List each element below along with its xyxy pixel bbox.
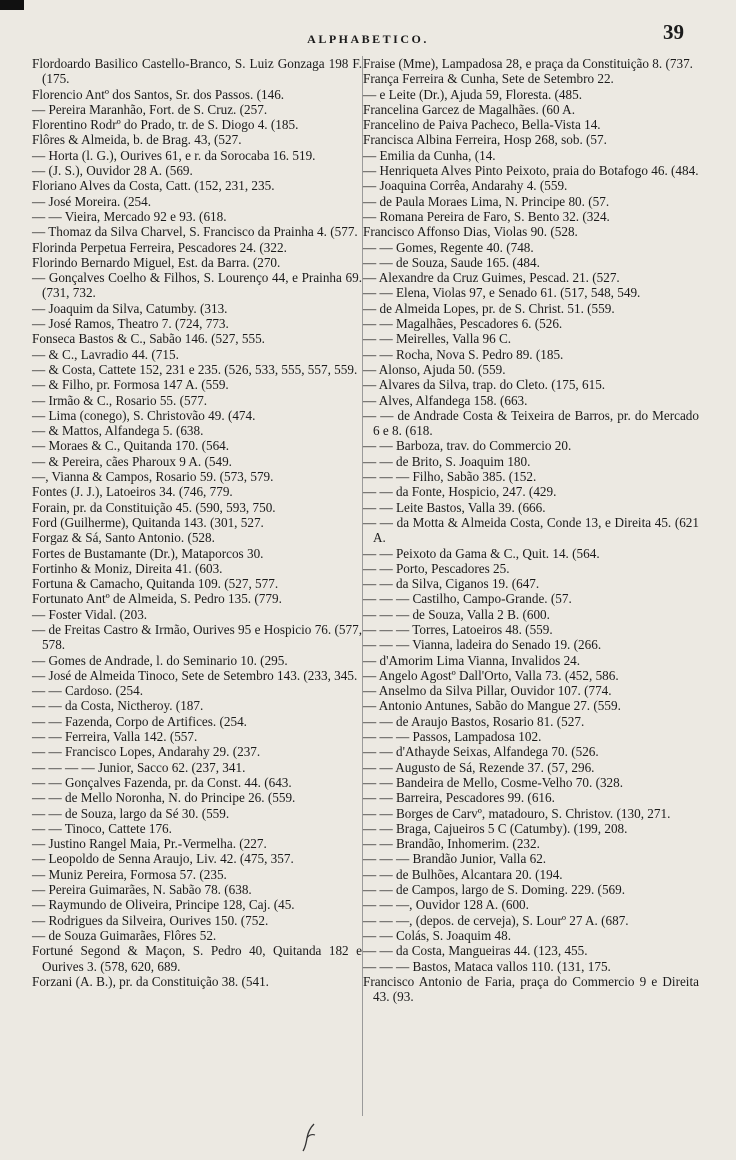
- directory-entry: — José Ramos, Theatro 7. (724, 773.: [32, 316, 229, 332]
- directory-entry: — — Francisco Lopes, Andarahy 29. (237.: [32, 744, 261, 760]
- left-column: [32, 56, 362, 989]
- directory-entry: Francelina Garcez de Magalhães. (60 A.: [363, 101, 576, 117]
- directory-entry: Fortes de Bustamante (Dr.), Mataporcos 30.: [32, 545, 264, 561]
- directory-entry: — Muniz Pereira, Formosa 57. (235.: [32, 866, 227, 882]
- directory-entry: — — Augusto de Sá, Rezende 37. (57, 296.: [363, 759, 595, 775]
- right-column: [363, 56, 699, 1004]
- directory-entry: — Gomes de Andrade, l. do Seminario 10. (295.: [32, 652, 288, 668]
- directory-entry: — — da Costa, Nictheroy. (187.: [32, 698, 204, 714]
- directory-entry: — Horta (l. G.), Ourives 61, e r. da Sorocaba 16. 519.: [32, 147, 316, 163]
- directory-entry: — — —, (depos. de cerveja), S. Lourº 27 A. (687.: [363, 912, 629, 928]
- directory-entry: — — de Andrade Costa & Teixeira de Barros, pr. do Mercado 6 e 8. (618.: [363, 407, 699, 439]
- directory-entry: França Ferreira & Cunha, Sete de Setembro 22.: [363, 71, 614, 87]
- directory-entry: — — Tinoco, Cattete 176.: [32, 820, 172, 836]
- directory-entry: — — da Costa, Mangueiras 44. (123, 455.: [363, 943, 588, 959]
- directory-entry: — Alvares da Silva, trap. do Cleto. (175, 615.: [363, 377, 606, 393]
- directory-entry: — Foster Vidal. (203.: [32, 606, 148, 622]
- directory-entry: — Irmão & C., Rosario 55. (577.: [32, 392, 208, 408]
- directory-entry: — Henriqueta Alves Pinto Peixoto, praia do Botafogo 46. (484.: [363, 163, 699, 179]
- directory-entry: Francisco Affonso Dias, Violas 90. (528.: [363, 224, 578, 240]
- directory-entry: — — Barreira, Pescadores 99. (616.: [363, 790, 555, 806]
- directory-entry: — e Leite (Dr.), Ajuda 59, Floresta. (485.: [363, 86, 583, 102]
- directory-entry: — — — Brandão Junior, Valla 62.: [363, 851, 547, 867]
- page-number: 39: [663, 20, 684, 44]
- directory-entry: — — — de Souza, Valla 2 B. (600.: [363, 606, 550, 622]
- directory-entry: Forzani (A. B.), pr. da Constituição 38. (541.: [32, 973, 269, 989]
- directory-entry: — — — — Junior, Sacco 62. (237, 341.: [32, 759, 246, 775]
- directory-entry: — José Moreira. (254.: [32, 193, 152, 209]
- directory-entry: — — Leite Bastos, Valla 39. (666.: [363, 499, 546, 515]
- directory-entry: — — Barboza, trav. do Commercio 20.: [363, 438, 572, 454]
- directory-entry: — Pereira Guimarães, N. Sabão 78. (638.: [32, 882, 252, 898]
- directory-entry: — — — Torres, Latoeiros 48. (559.: [363, 621, 553, 637]
- directory-entry: — — Bandeira de Mello, Cosme-Velho 70. (328.: [363, 774, 624, 790]
- directory-entry: — Pereira Maranhão, Fort. de S. Cruz. (257.: [32, 101, 268, 117]
- directory-entry: Forain, pr. da Constituição 45. (590, 593, 750.: [32, 499, 276, 515]
- directory-entry: Floriano Alves da Costa, Catt. (152, 231, 235.: [32, 178, 275, 194]
- directory-entry: — de Freitas Castro & Irmão, Ourives 95 e Hospicio 76. (577, 578.: [32, 621, 362, 653]
- directory-entry: — Joaquina Corrêa, Andarahy 4. (559.: [363, 178, 568, 194]
- directory-entry: — — d'Athayde Seixas, Alfandega 70. (526.: [363, 744, 599, 760]
- directory-entry: — — de Campos, largo de S. Doming. 229. (569.: [363, 882, 626, 898]
- directory-entry: — José de Almeida Tinoco, Sete de Setembro 143. (233, 345.: [32, 667, 358, 683]
- directory-entry: — Anselmo da Silva Pillar, Ouvidor 107. (774.: [363, 683, 612, 699]
- directory-entry: Fortuna & Camacho, Quitanda 109. (527, 577.: [32, 576, 279, 592]
- directory-entry: — Emilia da Cunha, (14.: [363, 147, 496, 163]
- directory-entry: — — Colás, S. Joaquim 48.: [363, 927, 511, 943]
- directory-entry: Francelino de Paiva Pacheco, Bella-Vista 14.: [363, 117, 601, 133]
- directory-entry: — — Borges de Carvº, matadouro, S. Christov. (130, 271.: [363, 805, 671, 821]
- corner-ink-mark: [0, 0, 24, 10]
- directory-entry: — Thomaz da Silva Charvel, S. Francisco da Prainha 4. (577.: [32, 224, 358, 240]
- directory-entry: — Alonso, Ajuda 50. (559.: [363, 361, 506, 377]
- directory-entry: — Raymundo de Oliveira, Principe 128, Caj. (45.: [32, 897, 295, 913]
- directory-entry: — — Gonçalves Fazenda, pr. da Const. 44. (643.: [32, 774, 292, 790]
- directory-entry: — — — Vianna, ladeira do Senado 19. (266.: [363, 637, 602, 653]
- directory-entry: Fortinho & Moniz, Direita 41. (603.: [32, 560, 223, 576]
- directory-entry: —, Vianna & Campos, Rosario 59. (573, 579.: [32, 469, 274, 485]
- directory-entry: — — de Souza, Saude 165. (484.: [363, 254, 540, 270]
- directory-entry: — — Fazenda, Corpo de Artifices. (254.: [32, 713, 247, 729]
- directory-entry: — — Meirelles, Valla 96 C.: [363, 331, 512, 347]
- directory-entry: — — Ferreira, Valla 142. (557.: [32, 729, 198, 745]
- directory-entry: Florinda Perpetua Ferreira, Pescadores 24. (322.: [32, 239, 287, 255]
- directory-entry: — — de Brito, S. Joaquim 180.: [363, 453, 531, 469]
- directory-entry: — & C., Lavradio 44. (715.: [32, 346, 179, 362]
- directory-entry: — de Almeida Lopes, pr. de S. Christ. 51. (559.: [363, 300, 615, 316]
- directory-entry: — — —, Ouvidor 128 A. (600.: [363, 897, 529, 913]
- directory-entry: — d'Amorim Lima Vianna, Invalidos 24.: [363, 652, 581, 668]
- directory-entry: — — — Filho, Sabão 385. (152.: [363, 469, 537, 485]
- directory-entry: — & Mattos, Alfandega 5. (638.: [32, 423, 204, 439]
- directory-entry: — & Filho, pr. Formosa 147 A. (559.: [32, 377, 229, 393]
- directory-entry: — & Pereira, cães Pharoux 9 A. (549.: [32, 453, 232, 469]
- directory-entry: Florindo Bernardo Miguel, Est. da Barra. (270.: [32, 254, 281, 270]
- directory-entry: Flordoardo Basilico Castello-Branco, S. Luiz Gonzaga 198 F. (175.: [32, 56, 362, 87]
- directory-entry: — — Brandão, Inhomerim. (232.: [363, 836, 540, 852]
- directory-entry: Flôres & Almeida, b. de Brag. 43, (527.: [32, 132, 242, 148]
- directory-entry: — — Rocha, Nova S. Pedro 89. (185.: [363, 346, 564, 362]
- directory-entry: — de Souza Guimarães, Flôres 52.: [32, 927, 217, 943]
- directory-entry: — Moraes & C., Quitanda 170. (564.: [32, 438, 230, 454]
- directory-entry: — — da Fonte, Hospicio, 247. (429.: [363, 484, 557, 500]
- directory-entry: — — Porto, Pescadores 25.: [363, 560, 510, 576]
- directory-entry: — — de Souza, largo da Sé 30. (559.: [32, 805, 230, 821]
- directory-entry: — & Costa, Cattete 152, 231 e 235. (526, 533, 555, 557, 559.: [32, 361, 358, 377]
- directory-entry: Fonseca Bastos & C., Sabão 146. (527, 555.: [32, 331, 265, 347]
- directory-entry: — Alexandre da Cruz Guimes, Pescad. 21. (527.: [363, 270, 620, 286]
- directory-entry: — Rodrigues da Silveira, Ourives 150. (752.: [32, 912, 269, 928]
- directory-entry: — — — Castilho, Campo-Grande. (57.: [363, 591, 572, 607]
- running-head: ALPHABETICO.: [307, 32, 429, 46]
- directory-entry: — — Elena, Violas 97, e Senado 61. (517, 548, 549.: [363, 285, 641, 301]
- directory-entry: — Joaquim da Silva, Catumby. (313.: [32, 300, 228, 316]
- directory-entry: — — — Passos, Lampadosa 102.: [363, 729, 542, 745]
- directory-entry: — — Gomes, Regente 40. (748.: [363, 239, 534, 255]
- directory-entry: Fontes (J. J.), Latoeiros 34. (746, 779.: [32, 484, 233, 500]
- directory-entry: — Justino Rangel Maia, Pr.-Vermelha. (227.: [32, 836, 267, 852]
- directory-entry: Florentino Rodrº do Prado, tr. de S. Diogo 4. (185.: [32, 117, 299, 133]
- directory-entry: — — Magalhães, Pescadores 6. (526.: [363, 316, 563, 332]
- directory-entry: — Alves, Alfandega 158. (663.: [363, 392, 528, 408]
- directory-entry: — de Paula Moraes Lima, N. Principe 80. (57.: [363, 193, 610, 209]
- directory-entry: — — de Araujo Bastos, Rosario 81. (527.: [363, 713, 585, 729]
- directory-entry: Francisca Albina Ferreira, Hosp 268, sob. (57.: [363, 132, 607, 148]
- directory-entry: — — Vieira, Mercado 92 e 93. (618.: [32, 208, 227, 224]
- directory-entry: Ford (Guilherme), Quitanda 143. (301, 527.: [32, 514, 264, 530]
- directory-entry: — Lima (conego), S. Christovão 49. (474.: [32, 407, 256, 423]
- directory-entry: — — — Bastos, Mataca vallos 110. (131, 175.: [363, 958, 611, 974]
- directory-entry: Fraise (Mme), Lampadosa 28, e praça da Constituição 8. (737.: [363, 56, 693, 71]
- directory-entry: — — Cardoso. (254.: [32, 683, 143, 699]
- directory-entry: — Gonçalves Coelho & Filhos, S. Lourenço 44, e Prainha 69. (731, 732.: [32, 270, 362, 301]
- directory-entry: — Antonio Antunes, Sabão do Mangue 27. (559.: [363, 698, 621, 714]
- directory-entry: Forgaz & Sá, Santo Antonio. (528.: [32, 530, 215, 546]
- directory-entry: — Romana Pereira de Faro, S. Bento 32. (324.: [363, 208, 610, 224]
- directory-entry: — — da Motta & Almeida Costa, Conde 13, e Direita 45. (621 A.: [363, 514, 699, 546]
- directory-entry: — — de Mello Noronha, N. do Principe 26. (559.: [32, 790, 296, 806]
- directory-entry: — Leopoldo de Senna Araujo, Liv. 42. (475, 357.: [32, 851, 294, 867]
- directory-entry: Fortunato Antº de Almeida, S. Pedro 135. (779.: [32, 591, 282, 607]
- directory-entry: — — da Silva, Ciganos 19. (647.: [363, 576, 540, 592]
- pen-mark-icon: [296, 1120, 322, 1154]
- directory-entry: — — de Bulhões, Alcantara 20. (194.: [363, 866, 563, 882]
- directory-entry: Florencio Antº dos Santos, Sr. dos Passos. (146.: [32, 86, 285, 102]
- directory-entry: — — Braga, Cajueiros 5 C (Catumby). (199, 208.: [363, 820, 628, 836]
- directory-entry: — — Peixoto da Gama & C., Quit. 14. (564.: [363, 545, 600, 561]
- directory-entry: Fortuné Segond & Maçon, S. Pedro 40, Quitanda 182 e Ourives 3. (578, 620, 689.: [32, 943, 362, 974]
- directory-entry: Francisco Antonio de Faria, praça do Commercio 9 e Direita 43. (93.: [363, 973, 699, 1005]
- directory-entry: — (J. S.), Ouvidor 28 A. (569.: [32, 163, 193, 179]
- directory-entry: — Angelo Agostº Dall'Orto, Valla 73. (452, 586.: [363, 667, 619, 683]
